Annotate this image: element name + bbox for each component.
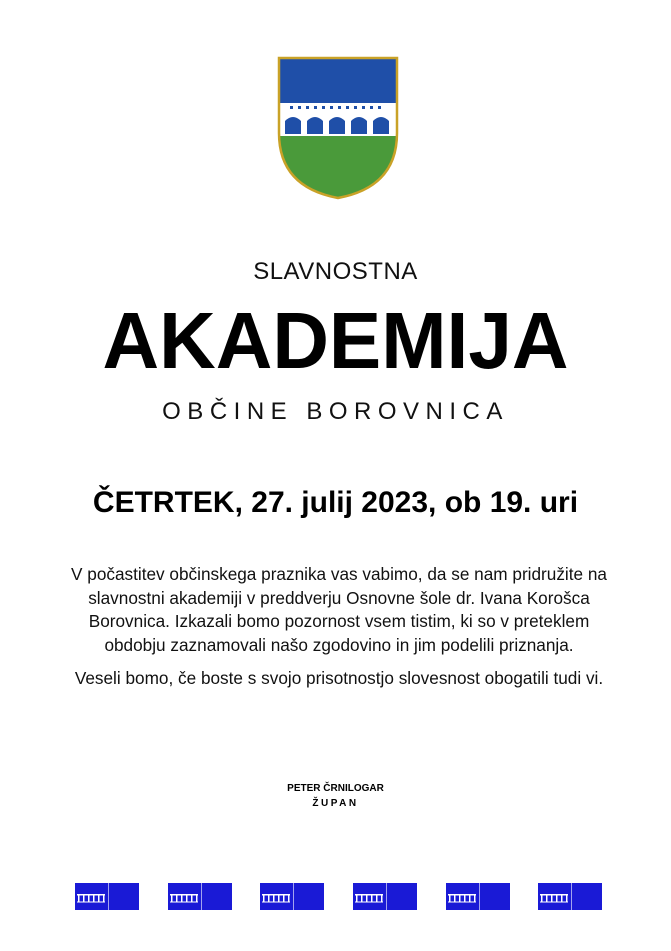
- borovnica-coat-of-arms-icon: [276, 55, 400, 201]
- bridge-ornament-icon: [353, 883, 417, 910]
- organizer-subtitle: OBČINE BOROVNICA: [162, 398, 509, 425]
- event-date: ČETRTEK, 27. julij 2023, ob 19. uri: [92, 486, 579, 519]
- signatory-title: ŽUPAN: [312, 798, 359, 809]
- bridge-ornament-icon: [168, 883, 232, 910]
- coat-of-arms: [276, 55, 400, 201]
- bridge-ornament-icon: [260, 883, 324, 910]
- bridge-ornament-icon: [75, 883, 139, 910]
- invitation-paragraph-2: Veseli bomo, če boste s svojo prisotnostjo slovesnost obogatili tudi vi.: [74, 668, 604, 689]
- signatory-name: PETER ČRNILOGAR: [287, 783, 384, 794]
- event-prefix: SLAVNOSTNA: [253, 258, 418, 285]
- bridge-ornament-icon: [538, 883, 602, 910]
- invitation-paragraph-1: V počastitev občinskega praznika vas vabimo, da se nam pridružite na slavnostni akademiji v preddverju Osnovne šole dr. Ivana Korošca Borovnica. Izkazali bomo pozornost vsem tistim, ki so v preteklem obdobju zaznamovali našo zgodovino in jim podelili priznanja.: [71, 564, 607, 655]
- page-title: AKADEMIJA: [102, 296, 569, 385]
- bridge-ornament-icon: [446, 883, 510, 910]
- invitation-text: [58, 563, 620, 701]
- footer-ornaments: [0, 883, 671, 911]
- signature-block: [0, 781, 671, 811]
